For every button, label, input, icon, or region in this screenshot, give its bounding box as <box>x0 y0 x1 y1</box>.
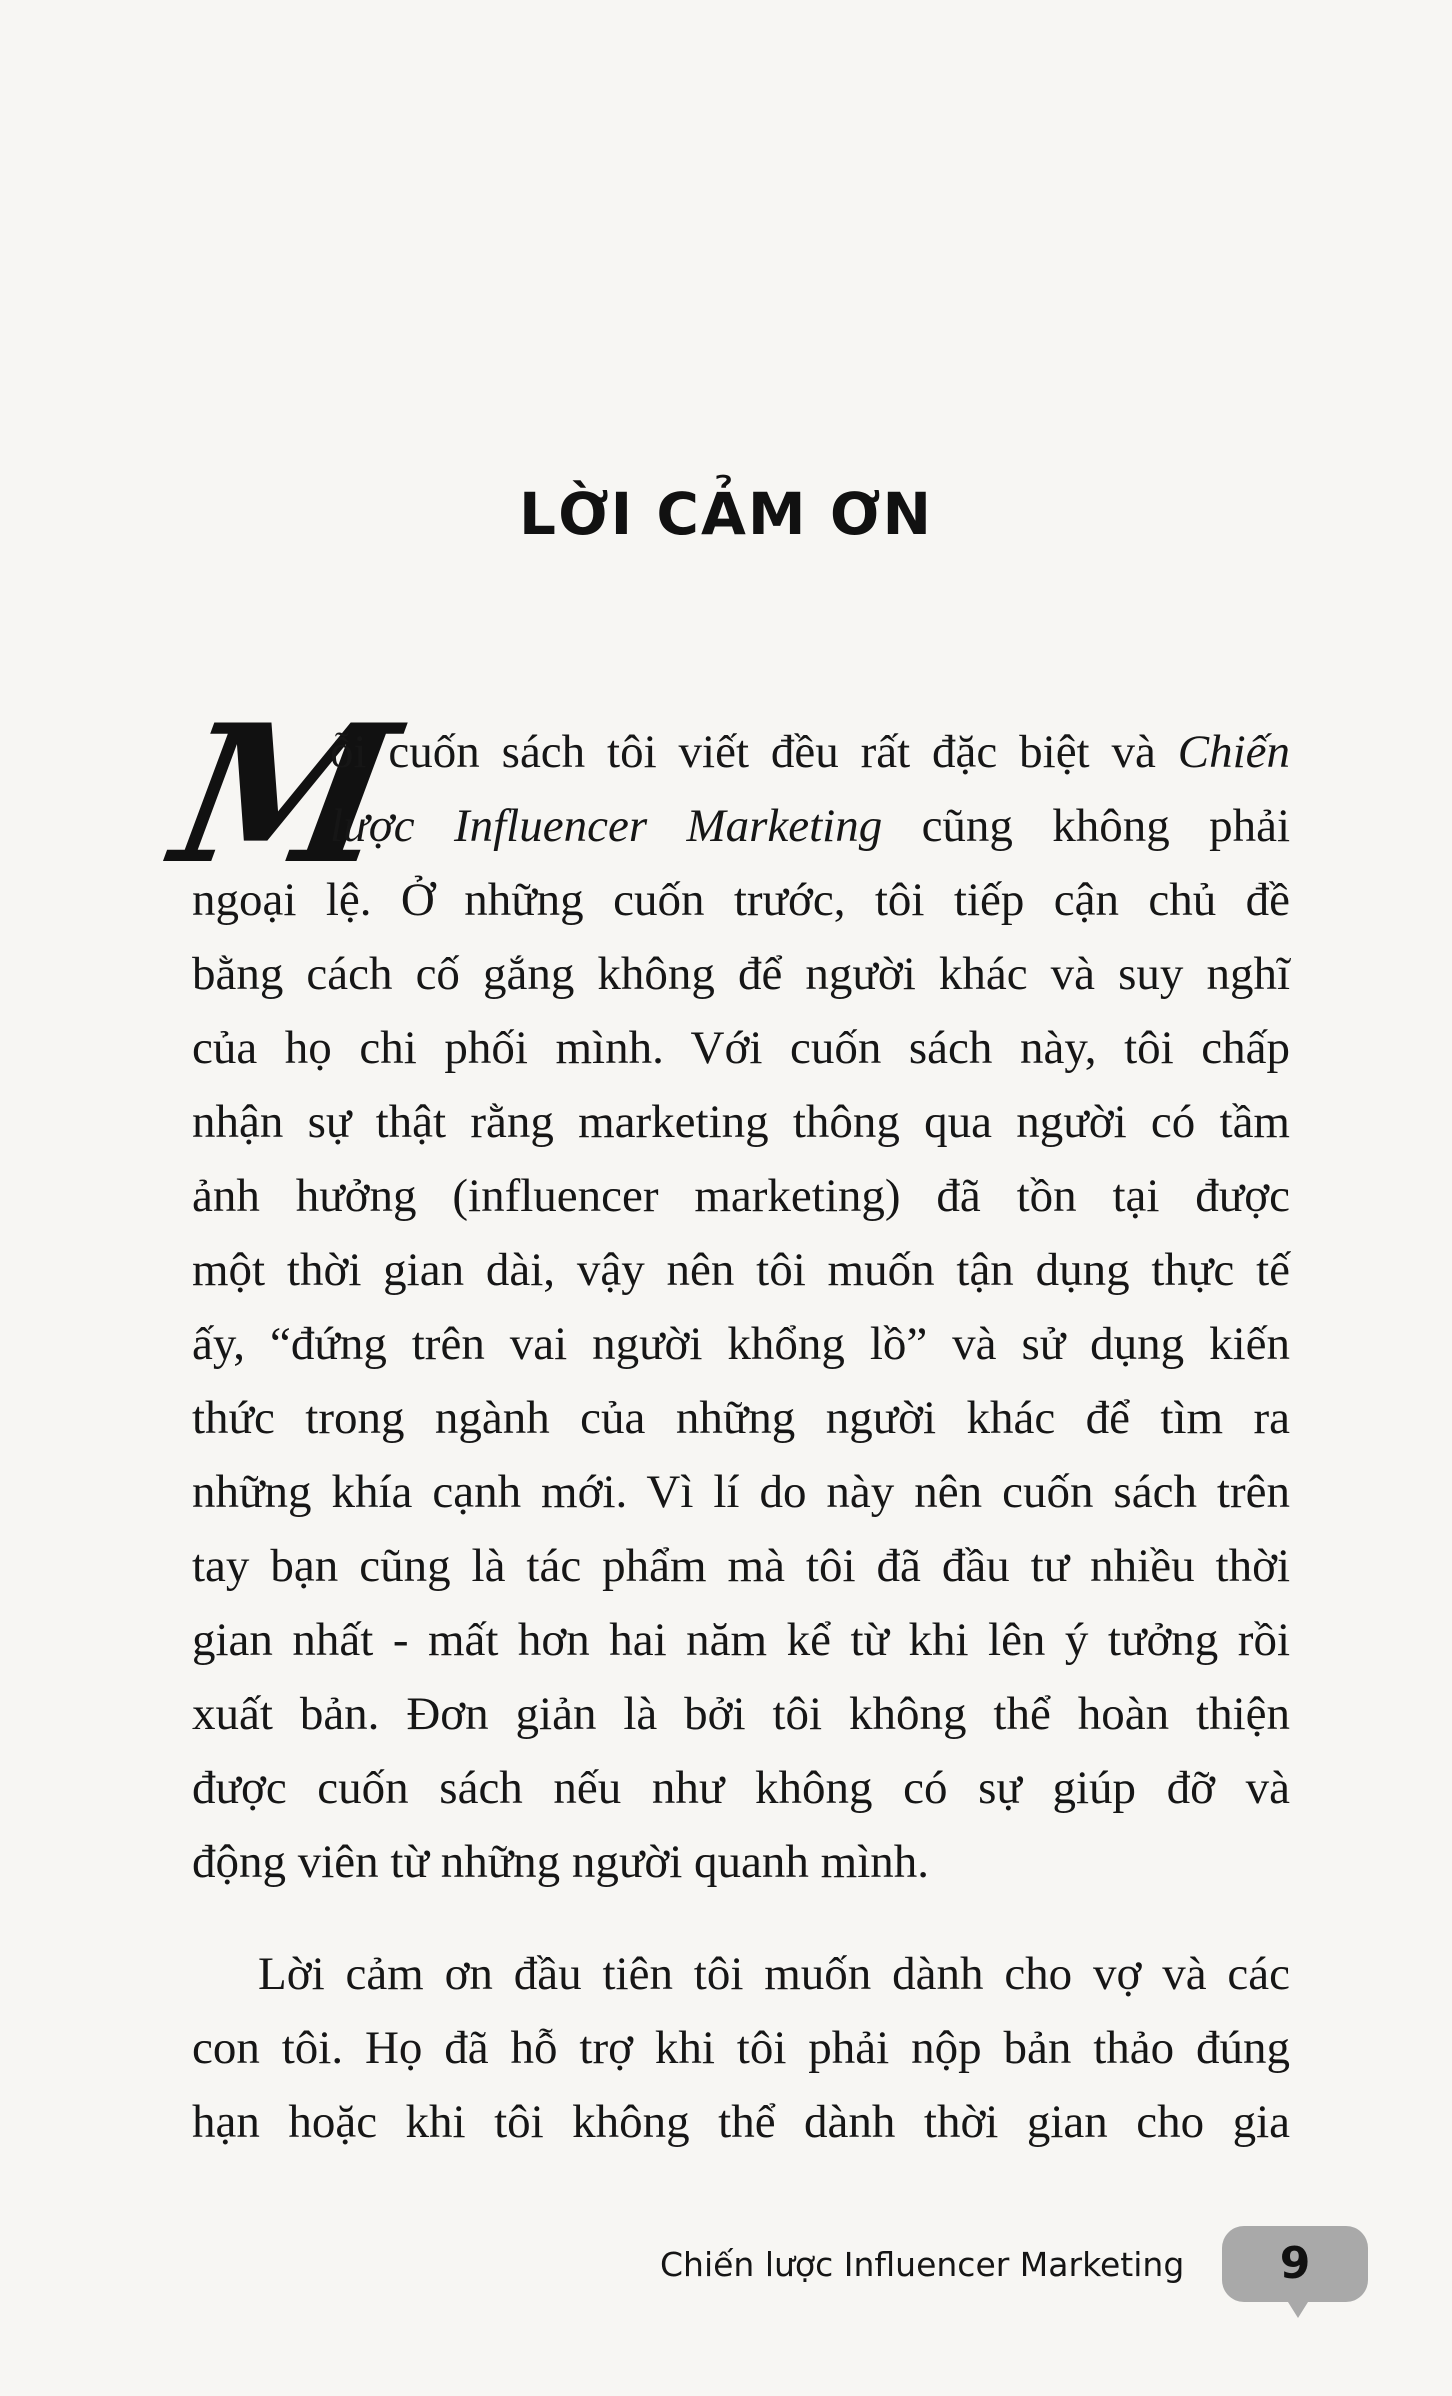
body-line: con tôi. Họ đã hỗ trợ khi tôi phải nộp bản thảo đúng <box>192 2022 1290 2074</box>
body-line: được cuốn sách nếu như không có sự giúp đỡ và <box>192 1762 1290 1814</box>
body-line: Lời cảm ơn đầu tiên tôi muốn dành cho vợ và các <box>258 1948 1290 2000</box>
drop-cap: M <box>160 683 411 906</box>
body-line: ảnh hưởng (influencer marketing) đã tồn tại được <box>192 1170 1290 1222</box>
running-footer-title: Chiến lược Influencer Marketing <box>660 2245 1185 2284</box>
body-line: thức trong ngành của những người khác để tìm ra <box>192 1392 1290 1444</box>
body-line <box>330 722 1290 782</box>
body-text: ỗi cuốn sách tôi viết đều rất đặc biệt và <box>330 726 1178 778</box>
italic-book-title: lược Influencer Marketing <box>330 800 883 852</box>
body-line: tay bạn cũng là tác phẩm mà tôi đã đầu tư nhiều thời <box>192 1540 1290 1592</box>
body-line: động viên từ những người quanh mình. <box>192 1836 930 1888</box>
chapter-heading: LỜI CẢM ƠN <box>519 480 933 548</box>
body-line: của họ chi phối mình. Với cuốn sách này, tôi chấp <box>192 1022 1290 1074</box>
body-text: cũng không phải <box>882 800 1291 852</box>
italic-book-title: Chiến <box>1177 726 1290 778</box>
body-line: ngoại lệ. Ở những cuốn trước, tôi tiếp cận chủ đề <box>192 874 1290 926</box>
body-line: gian nhất - mất hơn hai năm kể từ khi lên ý tưởng rồi <box>192 1614 1290 1666</box>
body-line: những khía cạnh mới. Vì lí do này nên cuốn sách trên <box>192 1466 1290 1518</box>
body-line: hạn hoặc khi tôi không thể dành thời gian cho gia <box>192 2096 1290 2148</box>
body-line: một thời gian dài, vậy nên tôi muốn tận dụng thực tế <box>192 1244 1290 1296</box>
body-line <box>330 796 1290 856</box>
body-line: bằng cách cố gắng không để người khác và suy nghĩ <box>192 948 1290 1000</box>
body-line: xuất bản. Đơn giản là bởi tôi không thể hoàn thiện <box>192 1688 1290 1740</box>
page-number-badge: 9 <box>1222 2226 1368 2302</box>
body-line: ấy, “đứng trên vai người khổng lồ” và sử dụng kiến <box>192 1318 1290 1370</box>
body-line: nhận sự thật rằng marketing thông qua người có tầm <box>192 1096 1290 1148</box>
